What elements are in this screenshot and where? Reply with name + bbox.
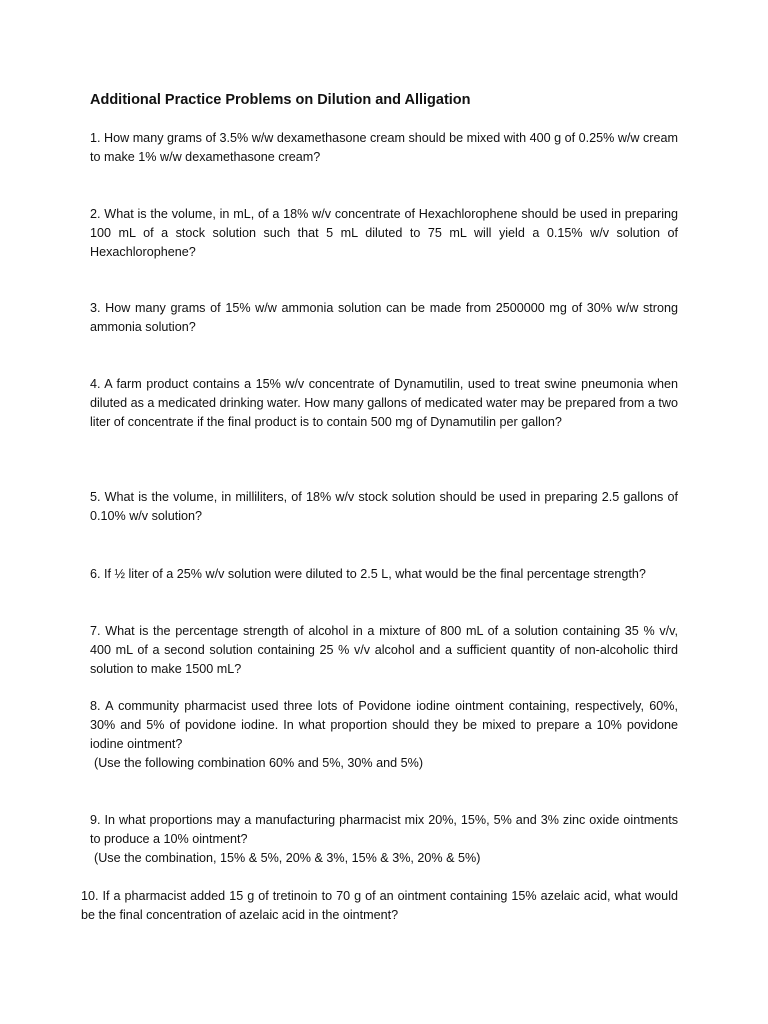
question-4: 4. A farm product contains a 15% w/v concentrate of Dynamutilin, used to treat swine pneumonia when diluted as a medicated drinking water. How many gallons of medicated water may be prepared from a two liter of concentrate if the final product is to contain 500 mg of Dynamutilin per gallon?: [90, 377, 679, 429]
question-3: 3. How many grams of 15% w/w ammonia solution can be made from 2500000 mg of 30% w/w strong ammonia solution?: [90, 301, 678, 334]
question-8: [90, 697, 678, 773]
question-9: [90, 811, 678, 868]
question-8-text: 8. A community pharmacist used three lots of Povidone iodine ointment containing, respectively, 60%, 30% and 5% of povidone iodine. In what proportion should they be mixed to prepare a 10% povidone iodine ointment?: [90, 699, 678, 751]
question-9-hint: (Use the combination, 15% & 5%, 20% & 3%, 15% & 3%, 20% & 5%): [94, 851, 481, 865]
document-title: Additional Practice Problems on Dilution and Alligation: [90, 92, 471, 108]
question-7: 7. What is the percentage strength of alcohol in a mixture of 800 mL of a solution containing 35 % v/v, 400 mL of a second solution containing 25 % v/v alcohol and a sufficient quantity of non-alcoholic third solution to make 1500 mL?: [90, 624, 678, 676]
question-10: 10. If a pharmacist added 15 g of tretinoin to 70 g of an ointment containing 15% azelaic acid, what would be the final concentration of azelaic acid in the ointment?: [81, 889, 678, 922]
question-2: 2. What is the volume, in mL, of a 18% w/v concentrate of Hexachlorophene should be used in preparing 100 mL of a stock solution such that 5 mL diluted to 75 mL will yield a 0.15% w/v solution of Hexachlorophene?: [90, 207, 678, 259]
question-6: 6. If ½ liter of a 25% w/v solution were diluted to 2.5 L, what would be the final percentage strength?: [90, 567, 646, 581]
question-1: 1. How many grams of 3.5% w/w dexamethasone cream should be mixed with 400 g of 0.25% w/w cream to make 1% w/w dexamethasone cream?: [90, 131, 678, 164]
question-5: 5. What is the volume, in milliliters, of 18% w/v stock solution should be used in preparing 2.5 gallons of 0.10% w/v solution?: [90, 490, 678, 523]
question-8-hint: (Use the following combination 60% and 5%, 30% and 5%): [94, 756, 424, 770]
question-9-text: 9. In what proportions may a manufacturing pharmacist mix 20%, 15%, 5% and 3% zinc oxide ointments to produce a 10% ointment?: [90, 813, 678, 846]
